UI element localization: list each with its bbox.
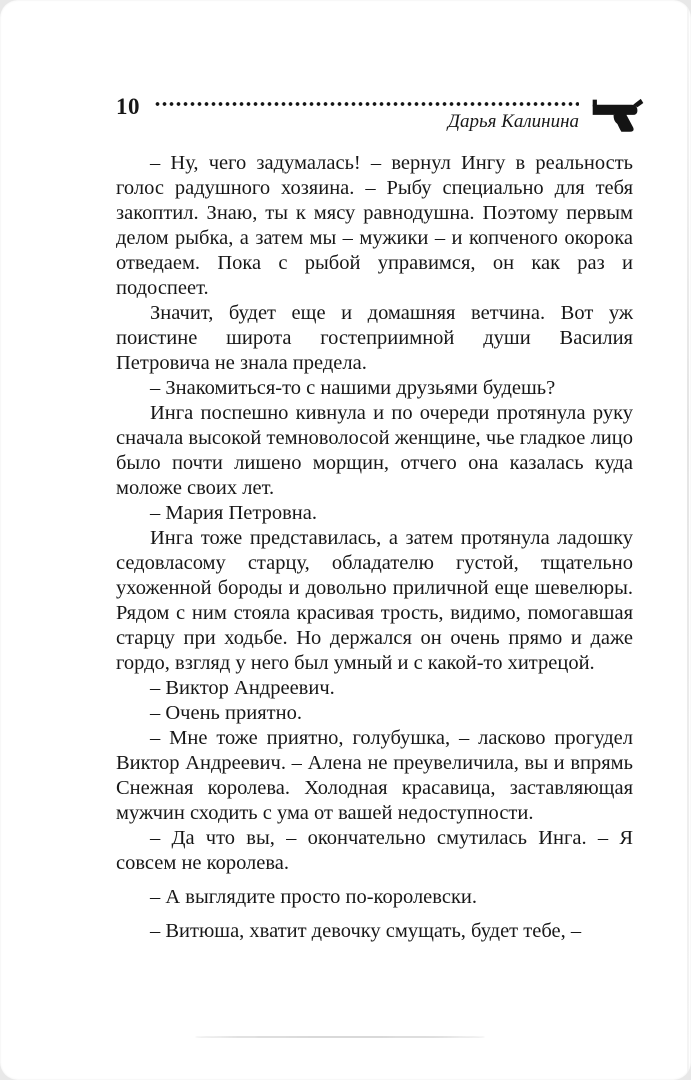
page-curl-shadow: [195, 1036, 485, 1038]
page-number: 10: [116, 94, 140, 119]
running-head-middle: [154, 94, 579, 133]
paragraph: – Мне тоже приятно, голубушка, – ласково прогудел Виктор Андреевич. – Алена не преувеличила, вы и впрямь Снежная королева. Холодная красавица, заставляющая мужчин сходить с ума от вашей недоступности.: [116, 727, 633, 824]
paragraph: – Знакомиться-то с нашими друзьями будешь?: [150, 377, 556, 399]
paragraph: – Виктор Андреевич.: [150, 677, 335, 699]
paragraph: – А выглядите просто по-королевски.: [150, 886, 477, 908]
paragraph: Инга тоже представилась, а затем протянула ладошку седовласому старцу, обладателю густой, тщательно ухоженной бороды и довольно приличной еще шевелюры. Рядом с ним стояла красивая трость, видимо, помогавшая старцу при ходьбе. Но держался он очень прямо и даже гордо, взгляд у него был умный и с какой-то хитрецой.: [116, 527, 633, 674]
paragraph: – Мария Петровна.: [150, 502, 317, 524]
paragraph: Значит, будет еще и домашняя ветчина. Вот уж поистине широта гостеприимной души Василия Петровича не знала предела.: [116, 302, 633, 374]
body-text: [116, 151, 633, 944]
paragraph: – Да что вы, – окончательно смутилась Инга. – Я совсем не королева.: [116, 827, 633, 874]
page-edge-shadow: [687, 0, 689, 1080]
paragraph: Инга поспешно кивнула и по очереди протянула руку сначала высокой темноволосой женщине, чье гладкое лицо было почти лишено морщин, отчего она казалась куда моложе своих лет.: [116, 402, 633, 499]
paragraph: – Витюша, хватит девочку смущать, будет тебе, –: [150, 920, 582, 942]
pistol-icon: [591, 96, 645, 137]
paragraph: – Ну, чего задумалась! – вернул Ингу в реальность голос радушного хозяина. – Рыбу специально для тебя закоптил. Знаю, ты к мясу равнодушна. Поэтому первым делом рыбка, а затем мы – мужики – и копченого окорока отведаем. Пока с рыбой управимся, он как раз и подоспеет.: [116, 152, 633, 299]
author-name: Дарья Калинина: [447, 111, 579, 132]
dotted-separator: [154, 101, 579, 107]
paragraph: – Очень приятно.: [150, 702, 302, 724]
running-head: [116, 94, 645, 137]
